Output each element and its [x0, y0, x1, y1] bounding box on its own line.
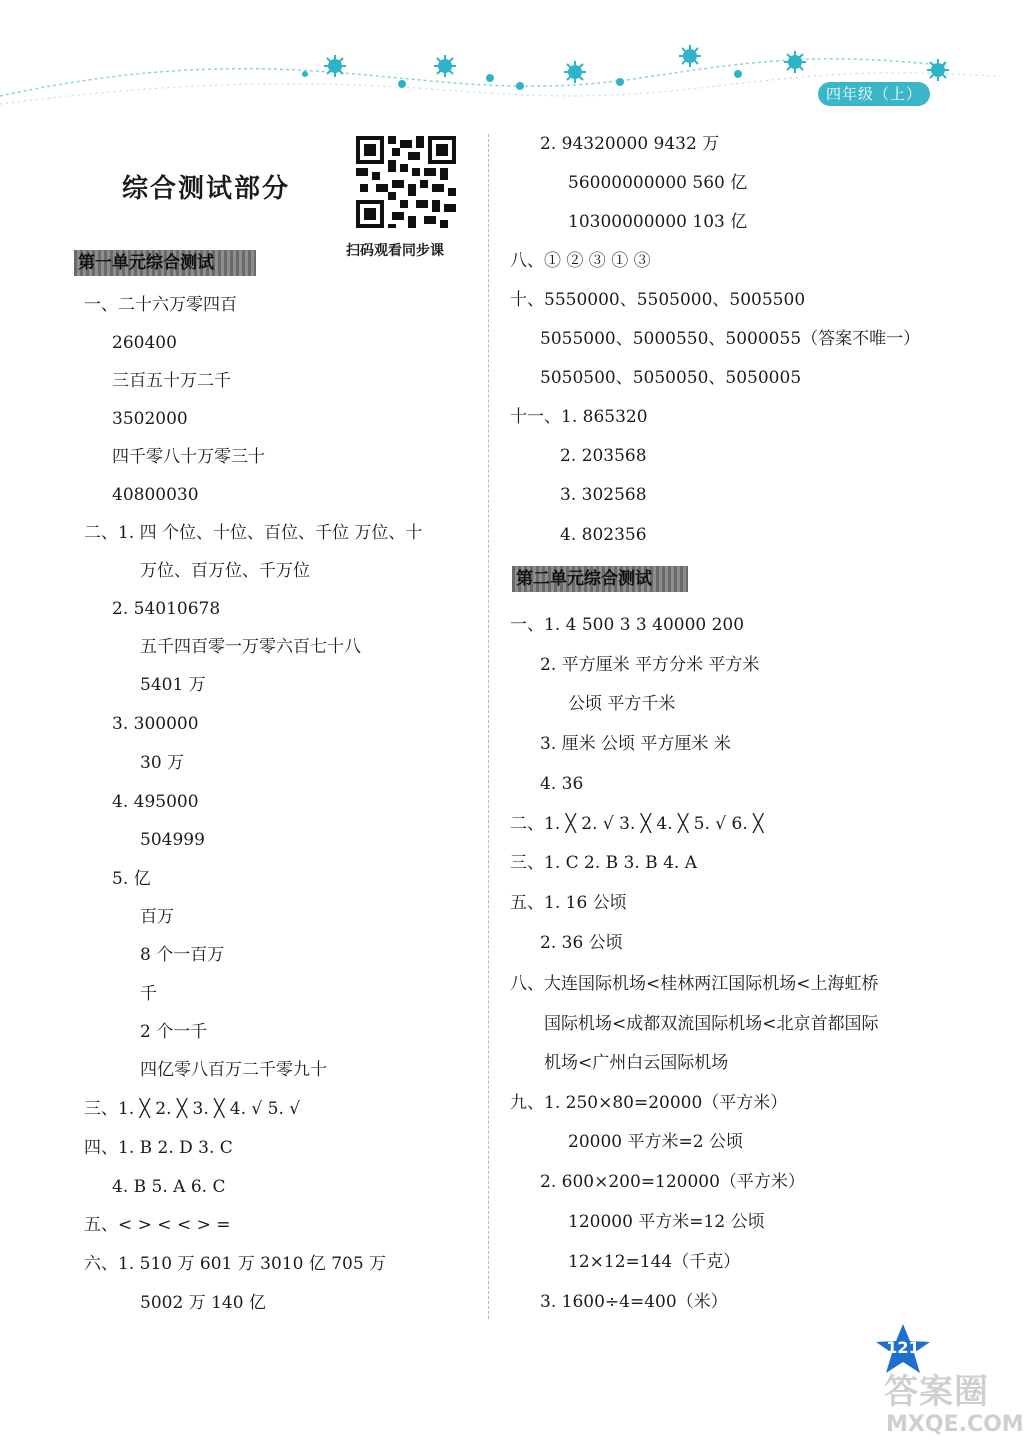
- answer-line: 三、1. ╳ 2. ╳ 3. ╳ 4. √ 5. √: [84, 1099, 301, 1119]
- answer-line: 4. 36: [540, 774, 584, 794]
- answer-line: 5. 亿: [112, 869, 151, 889]
- answer-line: 六、1. 510 万 601 万 3010 亿 705 万: [84, 1254, 387, 1274]
- answer-line: 5055000、5000550、5000055（答案不唯一）: [540, 329, 921, 349]
- answer-line: 八、大连国际机场<桂林两江国际机场<上海虹桥: [510, 974, 879, 994]
- answer-line: 5401 万: [140, 675, 206, 695]
- answer-line: 12×12=144（千克）: [568, 1252, 741, 1272]
- answer-line: 56000000000 560 亿: [568, 173, 748, 193]
- answer-line: 一、1. 4 500 3 3 40000 200: [510, 615, 745, 635]
- answer-line: 260400: [112, 333, 177, 353]
- answer-line: 四千零八十万零三十: [112, 447, 265, 467]
- answer-line: 3. 302568: [560, 485, 647, 505]
- answer-line: 五千四百零一万零六百七十八: [140, 637, 361, 657]
- answer-line: 国际机场<成都双流国际机场<北京首都国际: [544, 1014, 879, 1034]
- answer-line: 机场<广州白云国际机场: [544, 1053, 729, 1073]
- watermark-logo: 答案圈: [884, 1372, 989, 1412]
- section-header-unit1: 第一单元综合测试: [74, 250, 256, 276]
- answer-line: 4. 495000: [112, 792, 199, 812]
- answer-line: 万位、百万位、千万位: [140, 561, 310, 581]
- answer-line: 九、1. 250×80=20000（平方米）: [510, 1093, 788, 1113]
- answer-line: 30 万: [140, 753, 185, 773]
- answer-line: 2. 203568: [560, 446, 647, 466]
- answer-line: 8 个一百万: [140, 945, 225, 965]
- answer-line: 3502000: [112, 409, 188, 429]
- answer-line: 3. 300000: [112, 714, 199, 734]
- answer-line: 3. 1600÷4=400（米）: [540, 1292, 728, 1312]
- answer-line: 三百五十万二千: [112, 371, 231, 391]
- watermark-url: MXQE.COM: [886, 1412, 1024, 1437]
- answer-line: 四亿零八百万二千零九十: [140, 1060, 327, 1080]
- answer-line: 40800030: [112, 485, 199, 505]
- answer-line: 20000 平方米=2 公顷: [568, 1132, 743, 1152]
- answer-line: 10300000000 103 亿: [568, 212, 748, 232]
- answer-line: 3. 厘米 公顷 平方厘米 米: [540, 734, 731, 754]
- answer-line: 二、1. 四 个位、十位、百位、千位 万位、十: [84, 523, 423, 543]
- answer-line: 120000 平方米=12 公顷: [568, 1212, 765, 1232]
- page-number-text: 121: [886, 1338, 920, 1357]
- answer-line: 2. 94320000 9432 万: [540, 134, 720, 154]
- qr-caption: 扫码观看同步课: [346, 243, 444, 259]
- answer-line: 4. 802356: [560, 525, 647, 545]
- grade-badge: 四年级（上）: [818, 82, 930, 106]
- answer-line: 二、1. ╳ 2. √ 3. ╳ 4. ╳ 5. √ 6. ╳: [510, 814, 764, 834]
- answer-line: 千: [140, 984, 157, 1004]
- answer-line: 八、① ② ③ ① ③: [510, 251, 651, 271]
- answer-line: 百万: [140, 907, 174, 927]
- answer-line: 2. 平方厘米 平方分米 平方米: [540, 655, 760, 675]
- answer-line: 三、1. C 2. B 3. B 4. A: [510, 853, 697, 873]
- answer-line: 2 个一千: [140, 1022, 208, 1042]
- answer-line: 公顷 平方千米: [568, 694, 676, 714]
- page-title: 综合测试部分: [122, 174, 291, 204]
- answer-line: 一、二十六万零四百: [84, 295, 237, 315]
- answer-line: 十、5550000、5505000、5005500: [510, 290, 806, 310]
- answer-line: 五、1. 16 公顷: [510, 893, 627, 913]
- answer-line: 2. 36 公顷: [540, 933, 623, 953]
- answer-line: 2. 54010678: [112, 599, 221, 619]
- qr-code-icon: [356, 136, 456, 228]
- answer-line: 十一、1. 865320: [510, 407, 648, 427]
- column-divider: [488, 134, 489, 1319]
- answer-line: 504999: [140, 830, 205, 850]
- answer-line: 四、1. B 2. D 3. C: [84, 1138, 233, 1158]
- answer-line: 5050500、5050050、5050005: [540, 368, 802, 388]
- watermark: [884, 1360, 1024, 1448]
- section-header-unit2: 第二单元综合测试: [512, 566, 688, 592]
- answer-line: 2. 600×200=120000（平方米）: [540, 1172, 805, 1192]
- answer-line: 4. B 5. A 6. C: [112, 1177, 226, 1197]
- answer-line: 5002 万 140 亿: [140, 1293, 266, 1313]
- answer-line: 五、< > < < > =: [84, 1215, 231, 1235]
